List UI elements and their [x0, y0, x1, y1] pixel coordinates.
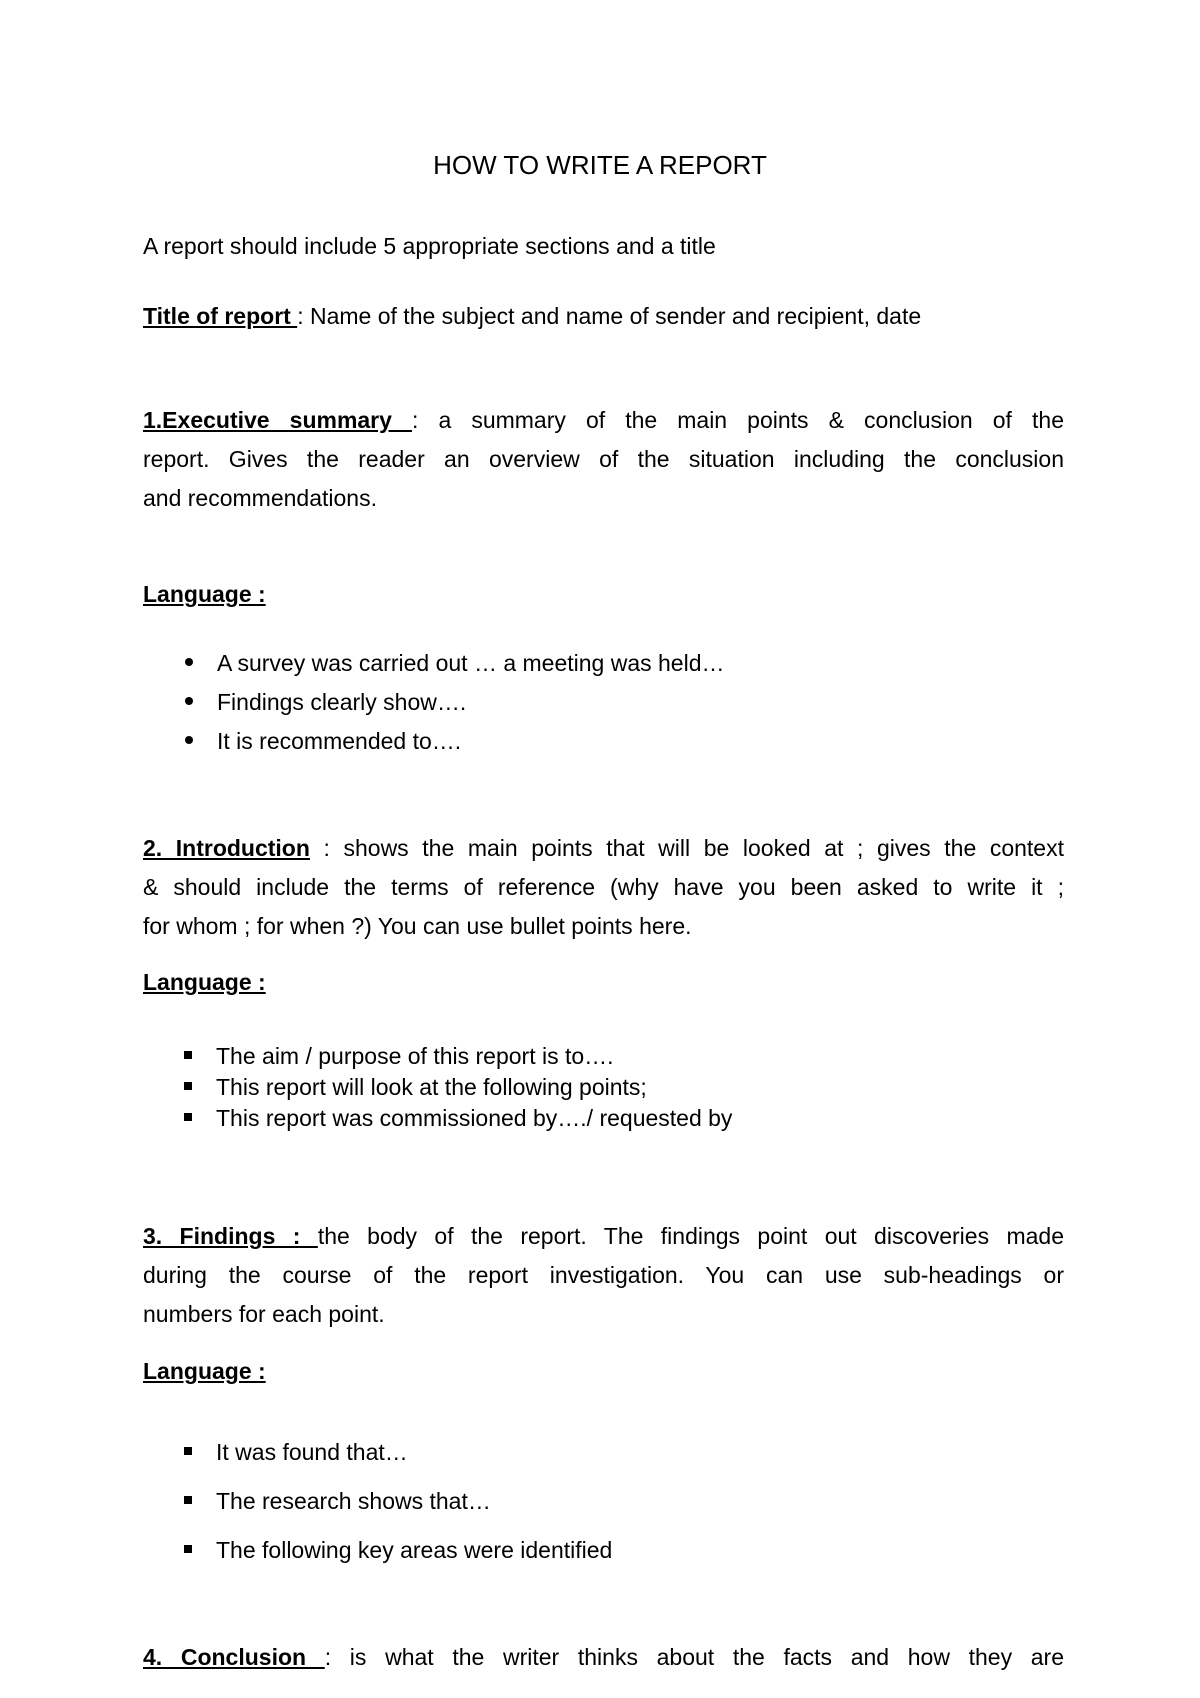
- executive-summary-line-1-text: : a summary of the main points & conclusion of the: [412, 407, 1064, 433]
- title-of-report-colon: :: [297, 303, 304, 329]
- introduction-heading: 2. Introduction: [143, 835, 310, 861]
- page-title: HOW TO WRITE A REPORT: [433, 150, 767, 180]
- exec-language-item: A survey was carried out … a meeting was held…: [217, 650, 725, 676]
- executive-summary-line-2: report. Gives the reader an overview of the situation including the conclusion: [143, 446, 1064, 472]
- bullet-square-icon: [184, 1113, 192, 1121]
- title-of-report-label: Title of report: [143, 303, 298, 329]
- introduction-line-3: for whom ; for when ?) You can use bullet points here.: [143, 913, 692, 939]
- findings-language-item: The research shows that…: [216, 1488, 491, 1514]
- findings-heading: 3. Findings :: [143, 1223, 318, 1249]
- exec-language-item: It is recommended to….: [217, 728, 462, 754]
- conclusion-line-1-text: : is what the writer thinks about the facts and how they are: [324, 1644, 1064, 1670]
- intro-language-item: This report was commissioned by…./ requested by: [216, 1105, 733, 1131]
- intro-language-label: Language :: [143, 969, 266, 995]
- findings-line-2: during the course of the report investigation. You can use sub-headings or: [143, 1262, 1064, 1288]
- findings-language-item: It was found that…: [216, 1439, 408, 1465]
- bullet-square-icon: [184, 1545, 192, 1553]
- introduction-line-1: [143, 834, 1064, 862]
- bullet-square-icon: [184, 1447, 192, 1455]
- bullet-square-icon: [184, 1496, 192, 1504]
- conclusion-heading: 4. Conclusion: [143, 1644, 325, 1670]
- executive-summary-line-1: [143, 406, 1064, 434]
- bullet-square-icon: [184, 1051, 192, 1059]
- bullet-dot-icon: [185, 658, 193, 666]
- bullet-dot-icon: [185, 697, 193, 705]
- bullet-dot-icon: [185, 736, 193, 744]
- findings-line-1-text: the body of the report. The findings point out discoveries made: [317, 1223, 1065, 1249]
- introduction-line-1-text: : shows the main points that will be looked at ; gives the context: [309, 835, 1064, 861]
- title-of-report-text: Name of the subject and name of sender and recipient, date: [303, 303, 922, 329]
- title-of-report-line: [143, 302, 921, 330]
- findings-language-label: Language :: [143, 1358, 266, 1384]
- intro-language-item: The aim / purpose of this report is to….: [216, 1043, 614, 1069]
- conclusion-line-1: [143, 1643, 1064, 1671]
- findings-line-1: [143, 1222, 1064, 1250]
- bullet-square-icon: [184, 1082, 192, 1090]
- findings-language-item: The following key areas were identified: [216, 1537, 613, 1563]
- findings-line-3: numbers for each point.: [143, 1301, 385, 1327]
- executive-summary-heading: 1.Executive summary: [143, 407, 412, 433]
- introduction-line-2: & should include the terms of reference (why have you been asked to write it ;: [143, 874, 1064, 900]
- intro-text: A report should include 5 appropriate sections and a title: [143, 233, 716, 259]
- exec-language-label: Language :: [143, 581, 266, 607]
- intro-language-item: This report will look at the following points;: [216, 1074, 647, 1100]
- executive-summary-line-3: and recommendations.: [143, 485, 377, 511]
- exec-language-item: Findings clearly show….: [217, 689, 467, 715]
